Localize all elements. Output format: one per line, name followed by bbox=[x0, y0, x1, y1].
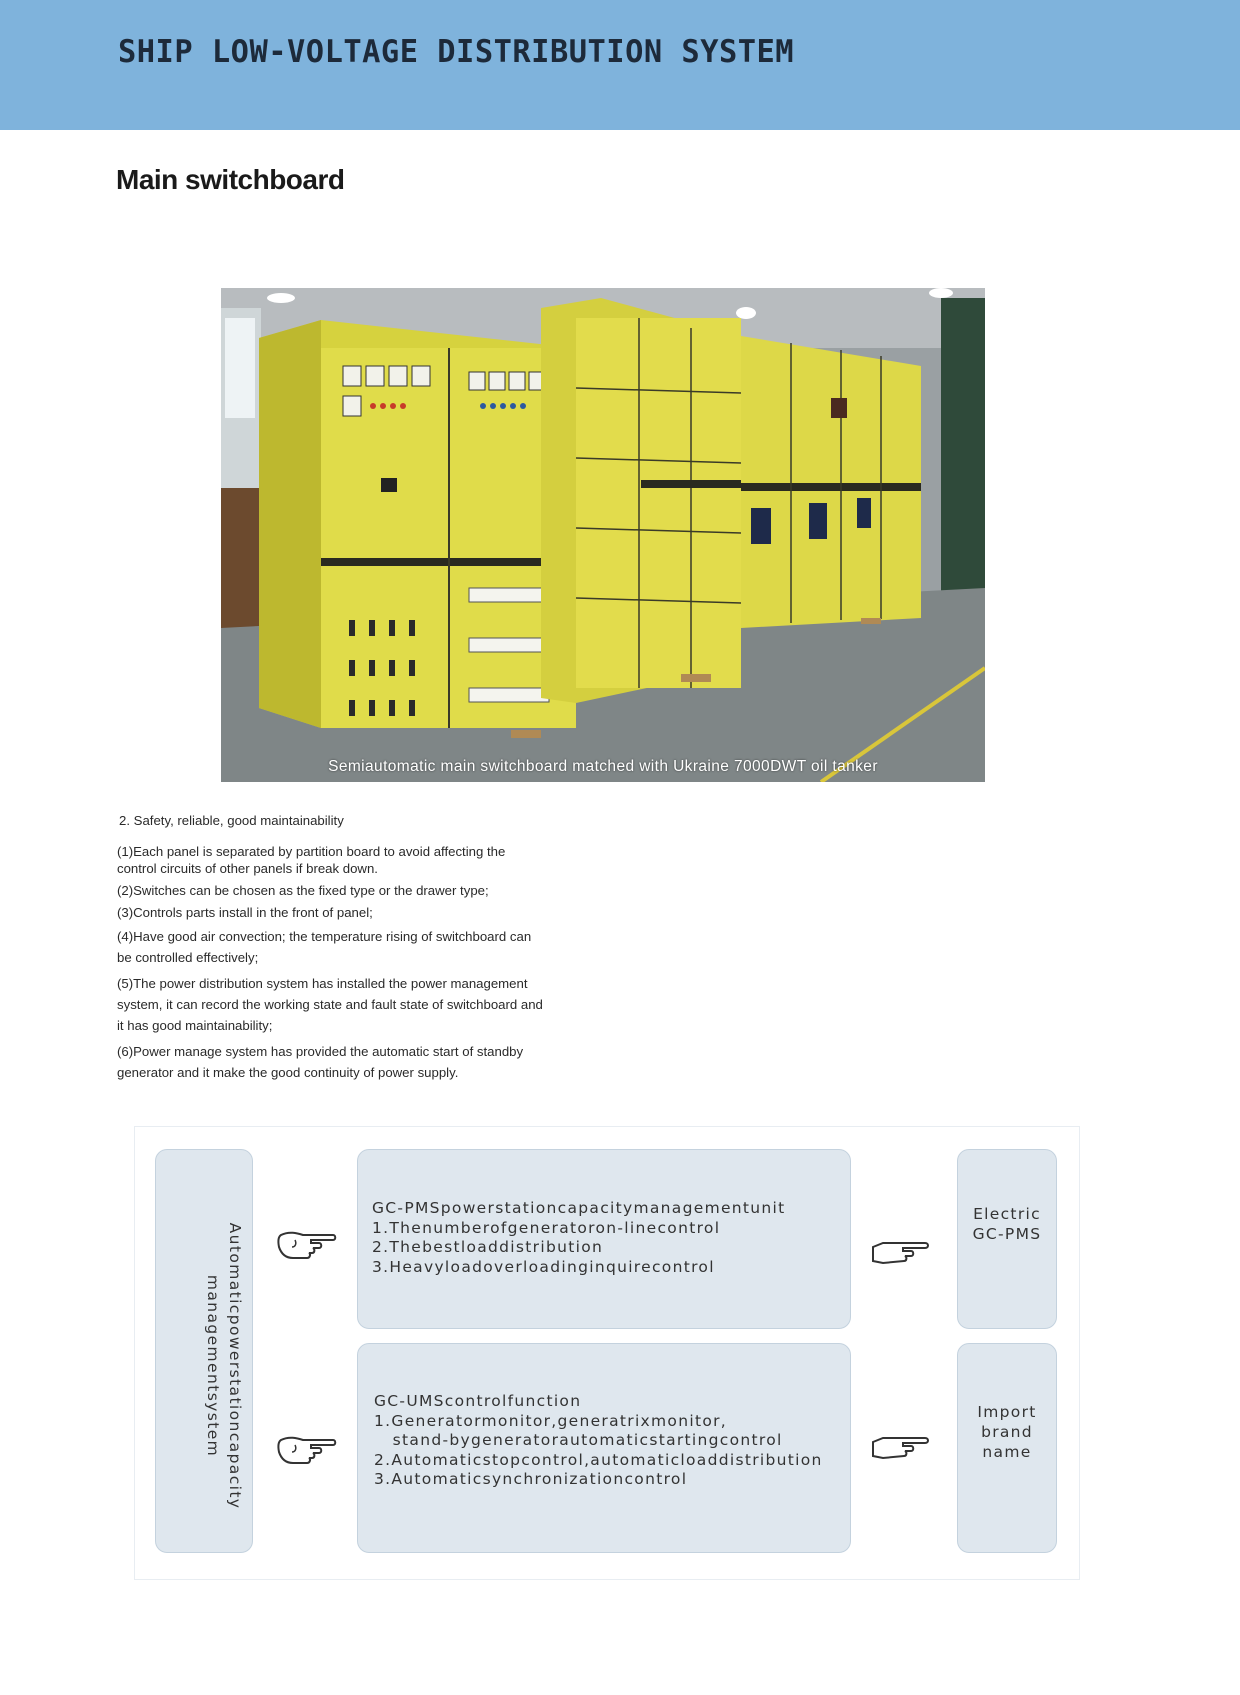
system-box bbox=[155, 1149, 253, 1553]
feature-item: (3)Controls parts install in the front of panel; bbox=[117, 905, 373, 920]
section-title: Main switchboard bbox=[116, 164, 345, 195]
feature-item: (2)Switches can be chosen as the fixed type or the drawer type; bbox=[117, 883, 489, 898]
ums-function-box bbox=[357, 1343, 851, 1553]
feature-item: (1)Each panel is separated by partition board to avoid affecting the control circuits of other panels if break down. bbox=[117, 844, 506, 876]
page-title: SHIP LOW-VOLTAGE DISTRIBUTION SYSTEM bbox=[118, 34, 795, 70]
electric-pms-label: Electric GC-PMS bbox=[972, 1205, 1042, 1243]
pms-unit-box bbox=[357, 1149, 851, 1329]
pointing-hand-icon bbox=[869, 1430, 931, 1468]
import-brand-label: Import brand name bbox=[977, 1403, 1037, 1461]
ums-function-text: GC-UMScontrolfunction 1.Generatormonitor,generatrixmonitor, stand-bygeneratorautomaticstartingcontrol 2.Automaticstopcontrol,automaticloaddistribution 3.Automaticsynchronizationcontrol bbox=[374, 1392, 823, 1488]
pointing-hand-icon bbox=[275, 1430, 337, 1468]
feature-item: (5)The power distribution system has installed the power management system, it can record the working state and fault state of switchboard and it has good maintainability; bbox=[117, 976, 543, 1033]
electric-pms-box bbox=[957, 1149, 1057, 1329]
switchboard-illustration bbox=[221, 288, 985, 782]
switchboard-photo bbox=[221, 288, 985, 782]
import-brand-box bbox=[957, 1343, 1057, 1553]
system-label: Automaticpowerstationcapacity managementsystem bbox=[204, 1222, 244, 1510]
pms-unit-text: GC-PMSpowerstationcapacitymanagementunit 1.Thenumberofgeneratoron-linecontrol 2.Thebestloaddistribution 3.Heavyloadoverloadinginquirecontrol bbox=[372, 1199, 786, 1276]
pointing-hand-icon bbox=[275, 1225, 337, 1263]
pms-diagram bbox=[134, 1126, 1080, 1580]
feature-item: (4)Have good air convection; the temperature rising of switchboard can be controlled effectively; bbox=[117, 929, 532, 965]
header-band bbox=[0, 0, 1240, 130]
features-list bbox=[117, 812, 547, 1088]
features-heading: 2. Safety, reliable, good maintainability bbox=[119, 813, 344, 828]
pointing-hand-icon bbox=[869, 1235, 931, 1273]
feature-item: (6)Power manage system has provided the automatic start of standby generator and it make the good continuity of power supply. bbox=[117, 1044, 524, 1080]
photo-caption: Semiautomatic main switchboard matched with Ukraine 7000DWT oil tanker bbox=[328, 758, 878, 775]
